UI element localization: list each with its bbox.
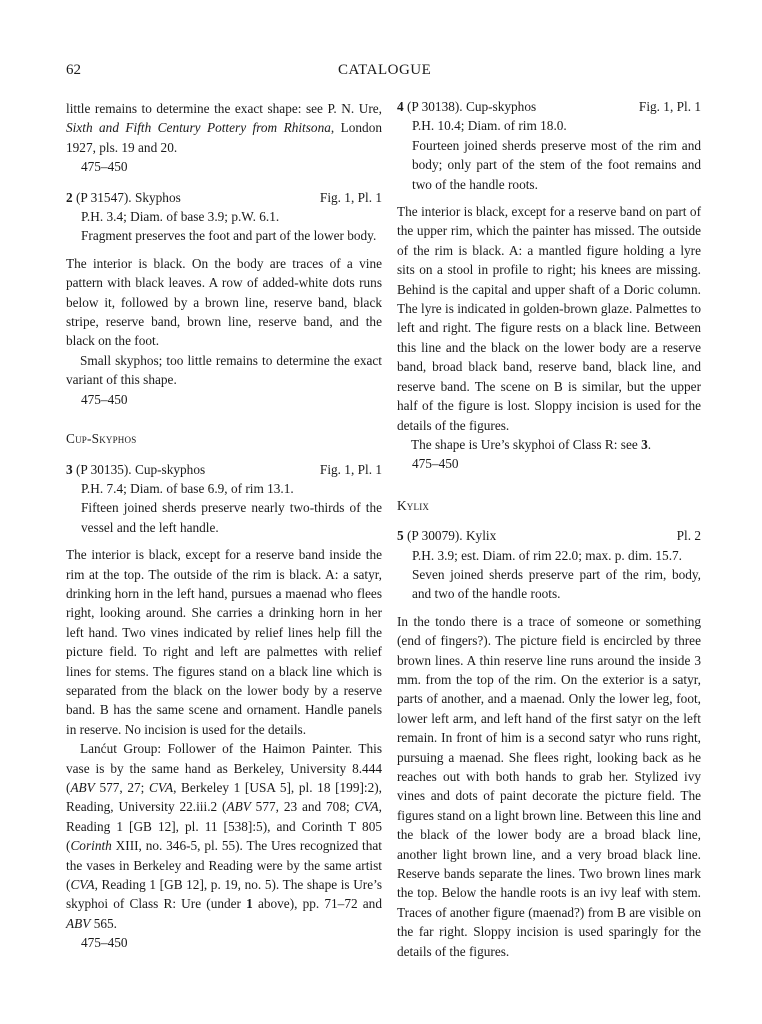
left-column: [66, 97, 382, 953]
intro-text: little remains to determine the exact shape: see P. N. Ure, Sixth and Fifth Century Pottery from Rhitsona, London 1927, pls. 19 and 20.: [66, 101, 382, 155]
entry-2-note: Small skyphos; too little remains to determine the exact variant of this shape.: [66, 352, 382, 388]
entry-5-description: In the tondo there is a trace of someone or something (end of fingers?). The picture field is encircled by three brown lines. A thin reserve line runs around the inside 3 mm. from the top of the rim. On the exterior is a satyr, parts of another, and a maenad. Only the lower leg, foot, lower left arm, and left hand of the first satyr on the left remain. In front of him is a second satyr who runs right, pursuing a maenad. She flees right, looking back as he reaches out with both hands to grab her. Stylized ivy vines and dots of paint decorate the picture field. The figures stand on a light brown line. Between this line and the black of the lower body are a broad black line, another light brown line, and a very broad black line. Reserve bands separate the lines. Two brown lines mark the top. Below the handle roots is an ivy leaf with stem. Traces of another figure (maenad?) from B are visible on the far right. Sloppy incision is used sparingly for the details of the figures.: [397, 613, 701, 959]
entry-5-preservation: Seven joined sherds preserve part of the rim, body, and two of the handle roots.: [412, 566, 701, 602]
entry-2-date: 475–450: [81, 391, 128, 407]
entry-3-attribution: Lanćut Group: Follower of the Haimon Painter. This vase is by the same hand as Berkeley, University 8.444 (ABV 577, 27; CVA, Berkeley 1 [USA 5], pl. 18 [199]:2), Reading, University 22.iii.2 (ABV 577, 23 and 708; CVA, Reading 1 [GB 12], pl. 11 [538]:5), and Corinth T 805 (Corinth XIII, no. 346-5, pl. 55). The Ures recognized that the vases in Berkeley and Reading were by the same artist (CVA, Reading 1 [GB 12], p. 19, no. 5). The shape is Ure’s skyphoi of Class R: Ure (under 1 above), pp. 71–72 and ABV 565.: [66, 741, 382, 931]
page-number: 62: [66, 62, 81, 78]
entry-4-date: 475–450: [412, 456, 459, 472]
entry-4-description: The interior is black, except for a reserve band on part of the upper rim, which the painter has missed. The outside of the rim is black. A: a mantled figure holding a lyre sits on a stool in profile to right; his knees are missing. Behind is the capital and upper shaft of a Doric column. The lyre is indicated in golden-brown glaze. Palmettes to left and right. The figure rests on a black line. Between this line and the black on the lower body are a reserve band, broad black band, reserve band, black line, and reserve band. The scene on B is similar, but the upper half of the figure is lost. Sloppy incision is used for the details of the figures.: [397, 204, 701, 433]
entry-4-figure-ref: Fig. 1, Pl. 1: [638, 99, 701, 114]
entry-2-measurements: P.H. 3.4; Diam. of base 3.9; p.W. 6.1.: [81, 209, 280, 225]
entry-5-measurements: P.H. 3.9; est. Diam. of rim 22.0; max. p. dim. 15.7.: [412, 547, 682, 563]
entry-4-heading: 4 (P 30138). Cup-skyphos Fig. 1, Pl. 1: [397, 97, 701, 116]
entry-2-preservation: Fragment preserves the foot and part of the lower body.: [81, 228, 377, 244]
entry-4-note: The shape is Ure’s skyphoi of Class R: see 3.: [411, 436, 652, 452]
entry-2-figure-ref: Fig. 1, Pl. 1: [319, 189, 382, 205]
entry-5: [397, 526, 701, 961]
entry-3-heading: 3 (P 30135). Cup-skyphos Fig. 1, Pl. 1: [66, 460, 382, 479]
running-title: CATALOGUE: [338, 62, 432, 78]
entry-4-preservation: Fourteen joined sherds preserve most of the rim and body; only part of the stem of the foot remains and two of the handle roots.: [412, 137, 701, 192]
entry-2-heading: 2 (P 31547). Skyphos Fig. 1, Pl. 1: [66, 188, 382, 207]
entry-3-description: The interior is black, except for a reserve band inside the rim at the top. The outside of the rim is black. A: a satyr, drinking horn in the left hand, pursues a maenad who flees right, looking around. She carries a drinking horn in her left hand. Two vines indicated by relief lines help fill the picture field. To right and left are palmettes with relief lines for stems. The figures stand on a black line which is separated from the black on the lower body by a reserve band. B has the same scene and ornament. Handle panels in reserve. No incision is used for the details.: [66, 547, 382, 737]
intro-date: 475–450: [81, 159, 128, 175]
entry-3-figure-ref: Fig. 1, Pl. 1: [319, 461, 382, 477]
entry-4-measurements: P.H. 10.4; Diam. of rim 18.0.: [412, 118, 567, 134]
entry-5-heading: 5 (P 30079). Kylix Pl. 2: [397, 526, 701, 545]
section-heading-kylix: Kylix: [397, 497, 430, 513]
entry-3-measurements: P.H. 7.4; Diam. of base 6.9, of rim 13.1.: [81, 480, 294, 496]
entry-2-description: The interior is black. On the body are traces of a vine pattern with black leaves. A row of added-white dots runs below it, followed by a brown line, reserve band, black stripe, reserve band, brown line, reserve band, and the black on the foot.: [66, 255, 382, 349]
section-heading-cup-skyphos: Cup-Skyphos: [66, 431, 137, 447]
entry-3-preservation: Fifteen joined sherds preserve nearly two-thirds of the vessel and the left handle.: [81, 500, 382, 535]
right-column: [397, 97, 701, 961]
entry-3-date: 475–450: [81, 935, 128, 951]
entry-5-figure-ref: Pl. 2: [676, 528, 701, 544]
entry-3: [66, 460, 382, 953]
entry-4: [397, 97, 701, 474]
entry-2: [66, 188, 382, 409]
